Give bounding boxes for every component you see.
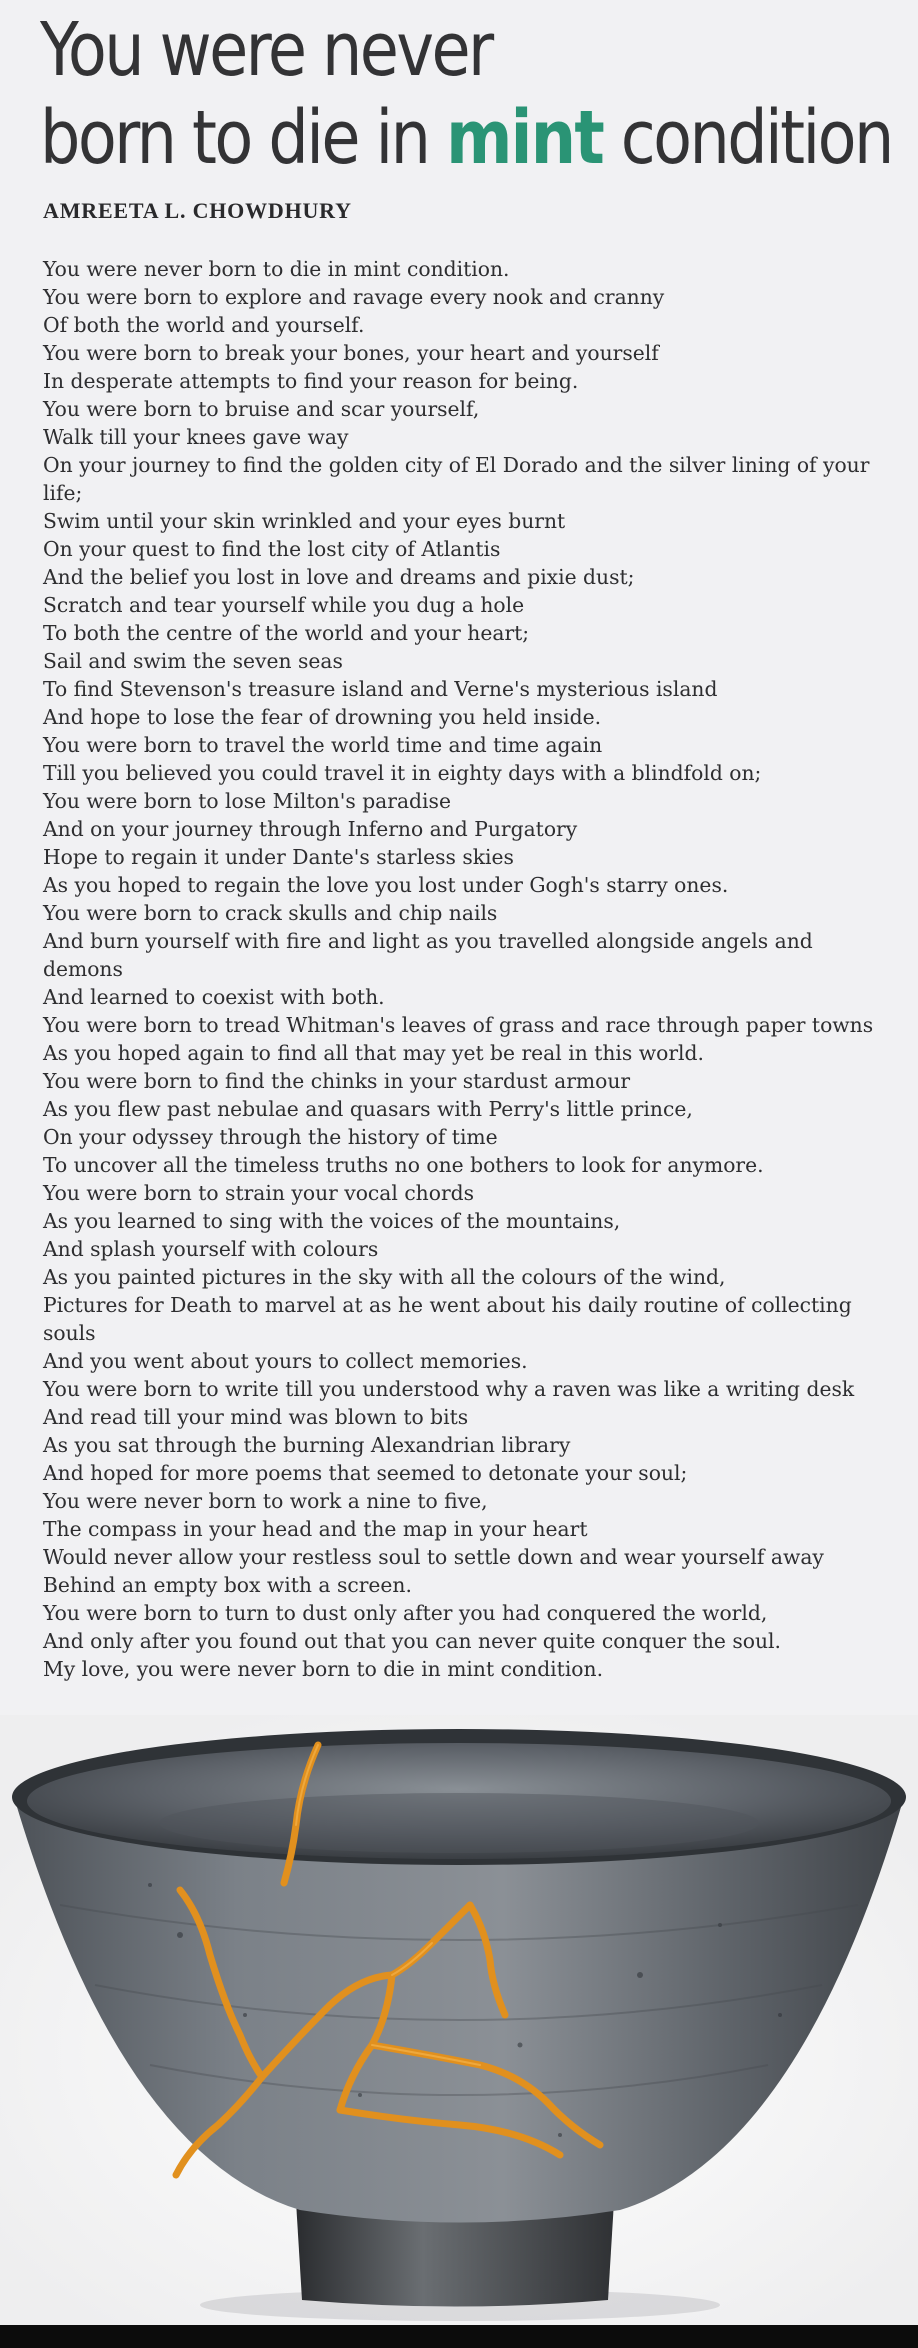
poem-line: Scratch and tear yourself while you dug a hole bbox=[43, 593, 525, 617]
title-accent-word: mint bbox=[446, 95, 604, 181]
poem-line: You were born to lose Milton's paradise bbox=[43, 789, 451, 813]
poem-line: And burn yourself with fire and light as you travelled alongside angels and demons bbox=[43, 929, 813, 981]
title-line-1: You were never bbox=[40, 7, 492, 93]
poem-line: You were born to turn to dust only after you had conquered the world, bbox=[43, 1601, 768, 1625]
poem-line: Behind an empty box with a screen. bbox=[43, 1573, 412, 1597]
bowl-illustration bbox=[0, 1715, 918, 2325]
poem-line: On your quest to find the lost city of Atlantis bbox=[43, 537, 501, 561]
poem-line: And hope to lose the fear of drowning you held inside. bbox=[43, 705, 602, 729]
poem-line: Till you believed you could travel it in eighty days with a blindfold on; bbox=[43, 761, 762, 785]
poem-line: And the belief you lost in love and dreams and pixie dust; bbox=[43, 565, 635, 589]
poem-line: And only after you found out that you can never quite conquer the soul. bbox=[43, 1629, 781, 1653]
poem-line: You were born to write till you understood why a raven was like a writing desk bbox=[43, 1377, 855, 1401]
poem-line: To uncover all the timeless truths no one bothers to look for anymore. bbox=[43, 1153, 764, 1177]
poem-line: You were born to travel the world time and time again bbox=[43, 733, 603, 757]
poem-line: As you sat through the burning Alexandrian library bbox=[43, 1433, 571, 1457]
poem-line: As you flew past nebulae and quasars with Perry's little prince, bbox=[43, 1097, 693, 1121]
poem-line: In desperate attempts to find your reason for being. bbox=[43, 369, 579, 393]
poem-line: And read till your mind was blown to bits bbox=[43, 1405, 469, 1429]
poem-line: Would never allow your restless soul to settle down and wear yourself away bbox=[43, 1545, 824, 1569]
poem-line: To both the centre of the world and your heart; bbox=[43, 621, 530, 645]
poem-line: Sail and swim the seven seas bbox=[43, 649, 343, 673]
author-byline: AMREETA L. CHOWDHURY bbox=[43, 198, 352, 223]
poem-body bbox=[43, 255, 878, 1683]
poem-line: My love, you were never born to die in mint condition. bbox=[43, 1657, 604, 1681]
poem-line: You were born to crack skulls and chip nails bbox=[43, 901, 498, 925]
poem-line: And you went about yours to collect memories. bbox=[43, 1349, 528, 1373]
poem-line: You were never born to work a nine to five, bbox=[43, 1489, 488, 1513]
poem-line: Of both the world and yourself. bbox=[43, 313, 365, 337]
poem-line: You were born to bruise and scar yourself, bbox=[43, 397, 480, 421]
poem-line: And hoped for more poems that seemed to detonate your soul; bbox=[43, 1461, 688, 1485]
poem-line: You were never born to die in mint condition. bbox=[43, 257, 510, 281]
poem-line: Hope to regain it under Dante's starless skies bbox=[43, 845, 514, 869]
poem-line: Walk till your knees gave way bbox=[43, 425, 349, 449]
poem-line: Pictures for Death to marvel at as he went about his daily routine of collecting souls bbox=[43, 1293, 852, 1345]
bottom-border bbox=[0, 2325, 918, 2348]
poem-line: On your odyssey through the history of time bbox=[43, 1125, 498, 1149]
poem-line: The compass in your head and the map in your heart bbox=[43, 1517, 588, 1541]
poem-line: As you learned to sing with the voices of the mountains, bbox=[43, 1209, 621, 1233]
poem-line: And splash yourself with colours bbox=[43, 1237, 379, 1261]
poem-line: As you hoped to regain the love you lost under Gogh's starry ones. bbox=[43, 873, 729, 897]
poem-line: And on your journey through Inferno and Purgatory bbox=[43, 817, 578, 841]
poem-line: You were born to find the chinks in your stardust armour bbox=[43, 1069, 631, 1093]
poem-line: You were born to strain your vocal chords bbox=[43, 1181, 475, 1205]
poem-line: As you painted pictures in the sky with all the colours of the wind, bbox=[43, 1265, 726, 1289]
poem-line: You were born to break your bones, your heart and yourself bbox=[43, 341, 659, 365]
poem-line: On your journey to find the golden city of El Dorado and the silver lining of your life; bbox=[43, 453, 870, 505]
poem-line: You were born to tread Whitman's leaves of grass and race through paper towns bbox=[43, 1013, 874, 1037]
poem-line: And learned to coexist with both. bbox=[43, 985, 385, 1009]
kintsugi-bowl-image bbox=[0, 1715, 918, 2325]
title-line-2-end: condition bbox=[603, 95, 892, 181]
poem-line: To find Stevenson's treasure island and Verne's mysterious island bbox=[43, 677, 718, 701]
poem-line: You were born to explore and ravage every nook and cranny bbox=[43, 285, 665, 309]
poem-line: As you hoped again to find all that may yet be real in this world. bbox=[43, 1041, 704, 1065]
title-line-2-start: born to die in bbox=[40, 95, 447, 181]
poem-line: Swim until your skin wrinkled and your eyes burnt bbox=[43, 509, 566, 533]
poem-title bbox=[40, 6, 892, 182]
